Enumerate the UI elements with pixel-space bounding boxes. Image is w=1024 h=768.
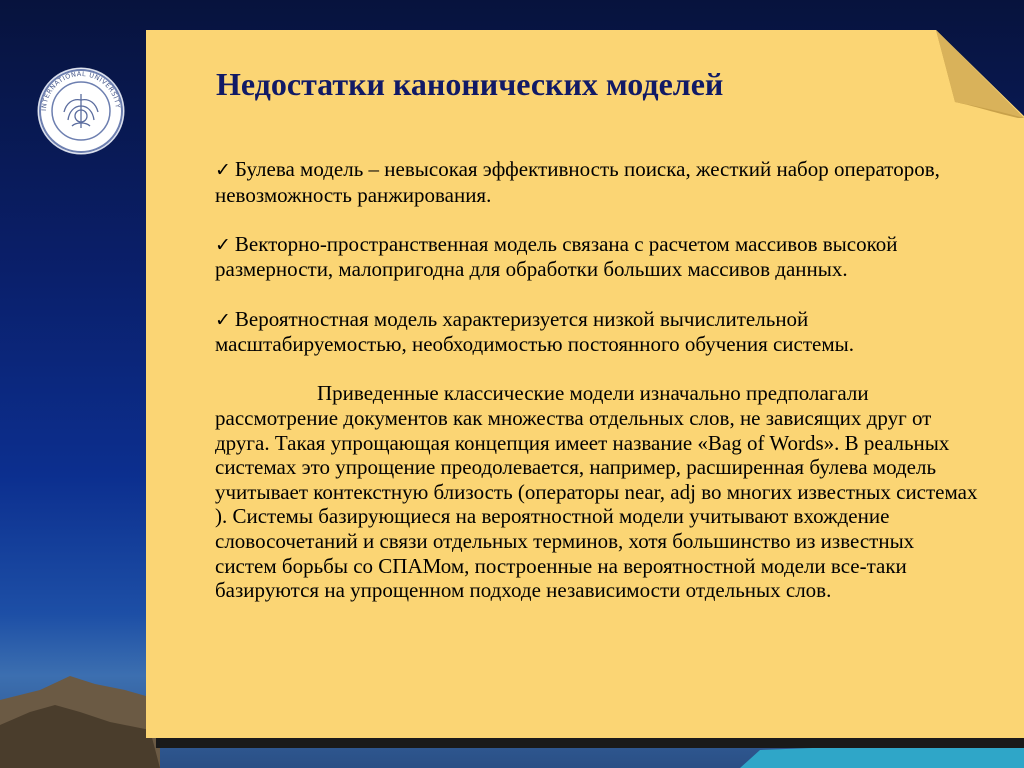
bullet-text: Векторно-пространственная модель связана с расчетом массивов высокой размерности, малопригодна для обработки больших массивов данных. (215, 231, 898, 282)
slide-title: Недостатки канонических моделей (216, 66, 724, 102)
bullet-text: Вероятностная модель характеризуется низкой вычислительной масштабируемостью, необходимостью постоянного обучения системы. (215, 306, 855, 357)
bullet-item (215, 307, 980, 357)
slide-content (215, 157, 980, 603)
check-icon: ✓ (215, 159, 231, 181)
check-icon: ✓ (215, 233, 231, 256)
bullet-text: Булева модель – невысокая эффективность поиска, жесткий набор операторов, невозможность ранжирования. (215, 157, 940, 207)
logo-ring-text: INTERNATIONAL UNIVERSITY (39, 69, 122, 112)
bullet-item (215, 232, 980, 282)
summary-paragraph: Приведенные классические модели изначально предполагали рассмотрение документов как множества отдельных слов, не зависящих друг от друга. Такая упрощающая концепция имеет название «Bag of Words». В реальных системах это упрощение преодолевается, например, расширенная булева модель учитывает контекстную близость (операторы near, adj во многих известных системах ). Системы базирующиеся на вероятностной модели учитывают вхождение словосочетаний и связи отдельных терминов, хотя большинство из известных систем борьбы со СПАМом, построенные на вероятностной модели все-таки базируются на упрощенном подходе независимости отдельных слов. (215, 381, 978, 603)
bullet-item (215, 157, 980, 207)
check-icon: ✓ (215, 308, 231, 331)
